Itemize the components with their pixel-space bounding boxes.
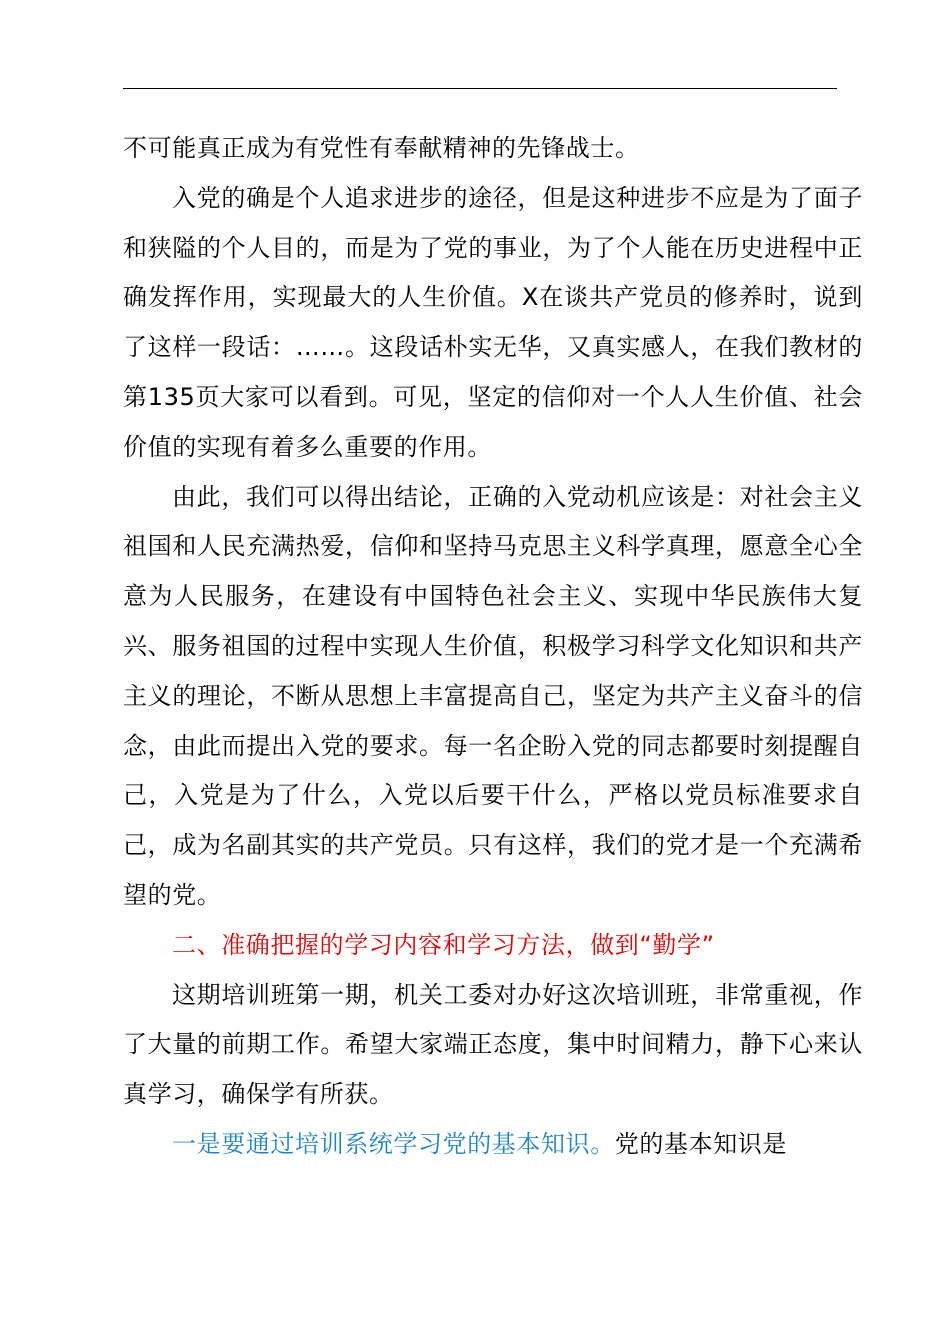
document-body (123, 124, 863, 1170)
paragraph-conclusion: 由此，我们可以得出结论，正确的入党动机应该是：对社会主义祖国和人民充满热爱，信仰和坚持马克思主义科学真理，愿意全心全意为人民服务，在建设有中国特色社会主义、实现中华民族伟大复兴、服务祖国的过程中实现人生价值，积极学习科学文化知识和共产主义的理论，不断从思想上丰富提高自己，坚定为共产主义奋斗的信念，由此而提出入党的要求。每一名企盼入党的同志都要时刻提醒自己，入党是为了什么，入党以后要干什么，严格以党员标准要求自己，成为名副其实的共产党员。只有这样，我们的党才是一个充满希望的党。 (123, 482, 863, 909)
header-rule (123, 88, 837, 89)
paragraph-first-point (123, 1120, 863, 1170)
paragraph-party-motive: 入党的确是个人追求进步的途径，但是这种进步不应是为了面子和狭隘的个人目的，而是为了党的事业，为了个人能在历史进程中正确发挥作用，实现最大的人生价值。X在谈共产党员的修养时，说到了这样一段话：……。这段话朴实无华，又真实感人，在我们教材的第135页大家可以看到。可见，坚定的信仰对一个人人生价值、社会价值的实现有着多么重要的作用。 (123, 183, 863, 461)
paragraph-training-intro: 这期培训班第一期，机关工委对办好这次培训班，非常重视，作了大量的前期工作。希望大家端正态度，集中时间精力，静下心来认真学习，确保学有所获。 (123, 980, 863, 1109)
first-point-text: 党的基本知识是 (614, 1129, 788, 1158)
section-heading-2: 二、准确把握的学习内容和学习方法，做到“勤学” (172, 930, 715, 959)
paragraph-continuation: 不可能真正成为有党性有奉献精神的先锋战士。 (123, 134, 640, 162)
first-point-highlight: 一是要通过培训系统学习党的基本知识。 (172, 1129, 615, 1158)
